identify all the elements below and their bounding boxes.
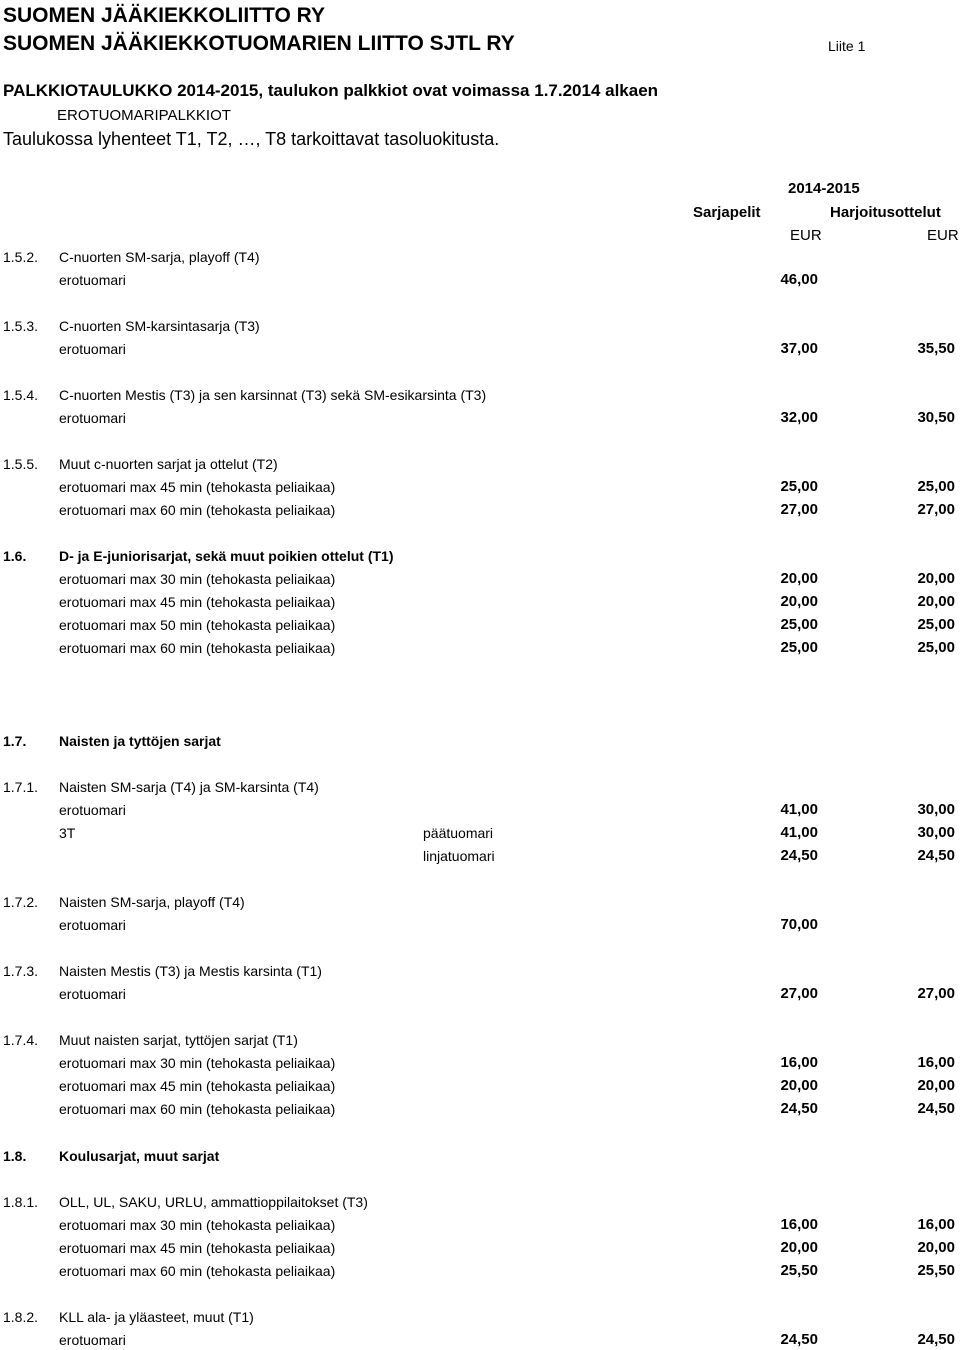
section-code: 1.5.2.: [3, 249, 39, 265]
practice-fee-value: 27,00: [917, 985, 955, 1002]
row-label: erotuomari max 45 min (tehokasta peliaikaa): [59, 594, 336, 610]
section-code: 1.8.: [3, 1148, 27, 1164]
section-code: 1.5.3.: [3, 318, 39, 334]
practice-fee-value: 24,50: [917, 847, 955, 864]
row-role: päätuomari: [423, 825, 494, 841]
column-header-league: Sarjapelit: [693, 204, 761, 221]
practice-fee-value: 25,00: [917, 616, 955, 633]
section-code: 1.8.1.: [3, 1194, 39, 1210]
league-fee-value: 20,00: [780, 1077, 818, 1094]
document-title: PALKKIOTAULUKKO 2014-2015, taulukon palkkiot ovat voimassa 1.7.2014 alkaen: [3, 81, 659, 100]
column-unit-practice: EUR: [927, 227, 959, 244]
row-label: erotuomari max 60 min (tehokasta peliaikaa): [59, 502, 336, 518]
row-label: 3T: [59, 825, 76, 841]
row-label: erotuomari max 45 min (tehokasta peliaikaa): [59, 479, 336, 495]
league-fee-value: 37,00: [780, 340, 818, 357]
section-code: 1.7.: [3, 733, 27, 749]
section-title: OLL, UL, SAKU, URLU, ammattioppilaitokset (T3): [59, 1194, 368, 1210]
section-code: 1.7.2.: [3, 894, 39, 910]
section-title: C-nuorten SM-karsintasarja (T3): [59, 318, 260, 334]
row-label: erotuomari max 45 min (tehokasta peliaikaa): [59, 1078, 336, 1094]
league-fee-value: 25,00: [780, 616, 818, 633]
row-role: linjatuomari: [423, 848, 495, 864]
section-title: C-nuorten SM-sarja, playoff (T4): [59, 249, 260, 265]
practice-fee-value: 20,00: [917, 593, 955, 610]
practice-fee-value: 20,00: [917, 1077, 955, 1094]
appendix-label: Liite 1: [828, 38, 866, 54]
section-code: 1.8.2.: [3, 1309, 39, 1325]
practice-fee-value: 25,00: [917, 478, 955, 495]
practice-fee-value: 25,50: [917, 1262, 955, 1279]
row-label: erotuomari max 30 min (tehokasta peliaikaa): [59, 1055, 336, 1071]
section-title: Naisten SM-sarja (T4) ja SM-karsinta (T4): [59, 779, 319, 795]
practice-fee-value: 20,00: [917, 1239, 955, 1256]
org-name-2: SUOMEN JÄÄKIEKKOTUOMARIEN LIITTO SJTL RY: [3, 32, 515, 55]
league-fee-value: 24,50: [780, 847, 818, 864]
row-label: erotuomari max 50 min (tehokasta peliaikaa): [59, 617, 336, 633]
league-fee-value: 20,00: [780, 570, 818, 587]
row-label: erotuomari: [59, 917, 126, 933]
intro-text: Taulukossa lyhenteet T1, T2, …, T8 tarkoittavat tasoluokitusta.: [3, 129, 500, 149]
league-fee-value: 20,00: [780, 593, 818, 610]
section-title: Koulusarjat, muut sarjat: [59, 1148, 220, 1164]
league-fee-value: 16,00: [780, 1054, 818, 1071]
practice-fee-value: 27,00: [917, 501, 955, 518]
league-fee-value: 25,50: [780, 1262, 818, 1279]
section-title: Muut c-nuorten sarjat ja ottelut (T2): [59, 456, 278, 472]
league-fee-value: 24,50: [780, 1331, 818, 1348]
practice-fee-value: 30,00: [917, 801, 955, 818]
practice-fee-value: 24,50: [917, 1100, 955, 1117]
practice-fee-value: 25,00: [917, 639, 955, 656]
row-label: erotuomari max 45 min (tehokasta peliaikaa): [59, 1240, 336, 1256]
section-title: C-nuorten Mestis (T3) ja sen karsinnat (T3) sekä SM-esikarsinta (T3): [59, 387, 487, 403]
section-code: 1.7.3.: [3, 963, 39, 979]
section-code: 1.7.4.: [3, 1032, 39, 1048]
section-code: 1.6.: [3, 548, 27, 564]
league-fee-value: 70,00: [780, 916, 818, 933]
section-title: D- ja E-juniorisarjat, sekä muut poikien ottelut (T1): [59, 548, 394, 564]
section-title: Naisten SM-sarja, playoff (T4): [59, 894, 245, 910]
league-fee-value: 41,00: [780, 824, 818, 841]
row-label: erotuomari: [59, 1332, 126, 1348]
row-label: erotuomari max 60 min (tehokasta peliaikaa): [59, 1263, 336, 1279]
row-label: erotuomari max 30 min (tehokasta peliaikaa): [59, 571, 336, 587]
league-fee-value: 16,00: [780, 1216, 818, 1233]
section-code: 1.7.1.: [3, 779, 39, 795]
league-fee-value: 25,00: [780, 639, 818, 656]
section-code: 1.5.5.: [3, 456, 39, 472]
row-label: erotuomari max 30 min (tehokasta peliaikaa): [59, 1217, 336, 1233]
row-label: erotuomari: [59, 341, 126, 357]
season-header: 2014-2015: [788, 180, 860, 197]
league-fee-value: 32,00: [780, 409, 818, 426]
league-fee-value: 27,00: [780, 985, 818, 1002]
practice-fee-value: 24,50: [917, 1331, 955, 1348]
practice-fee-value: 30,00: [917, 824, 955, 841]
org-name-1: SUOMEN JÄÄKIEKKOLIITTO RY: [3, 4, 326, 27]
column-header-practice: Harjoitusottelut: [830, 204, 941, 221]
practice-fee-value: 35,50: [917, 340, 955, 357]
practice-fee-value: 16,00: [917, 1216, 955, 1233]
section-title: Naisten Mestis (T3) ja Mestis karsinta (T1): [59, 963, 322, 979]
practice-fee-value: 30,50: [917, 409, 955, 426]
row-label: erotuomari: [59, 410, 126, 426]
row-label: erotuomari max 60 min (tehokasta peliaikaa): [59, 640, 336, 656]
document-subtitle: EROTUOMARIPALKKIOT: [57, 107, 231, 124]
league-fee-value: 46,00: [780, 271, 818, 288]
league-fee-value: 25,00: [780, 478, 818, 495]
practice-fee-value: 20,00: [917, 570, 955, 587]
section-title: Naisten ja tyttöjen sarjat: [59, 733, 221, 749]
section-code: 1.5.4.: [3, 387, 39, 403]
row-label: erotuomari: [59, 272, 126, 288]
column-unit-league: EUR: [790, 227, 822, 244]
row-label: erotuomari max 60 min (tehokasta peliaikaa): [59, 1101, 336, 1117]
section-title: KLL ala- ja yläasteet, muut (T1): [59, 1309, 254, 1325]
row-label: erotuomari: [59, 802, 126, 818]
league-fee-value: 20,00: [780, 1239, 818, 1256]
row-label: erotuomari: [59, 986, 126, 1002]
league-fee-value: 41,00: [780, 801, 818, 818]
practice-fee-value: 16,00: [917, 1054, 955, 1071]
league-fee-value: 27,00: [780, 501, 818, 518]
section-title: Muut naisten sarjat, tyttöjen sarjat (T1): [59, 1032, 298, 1048]
league-fee-value: 24,50: [780, 1100, 818, 1117]
